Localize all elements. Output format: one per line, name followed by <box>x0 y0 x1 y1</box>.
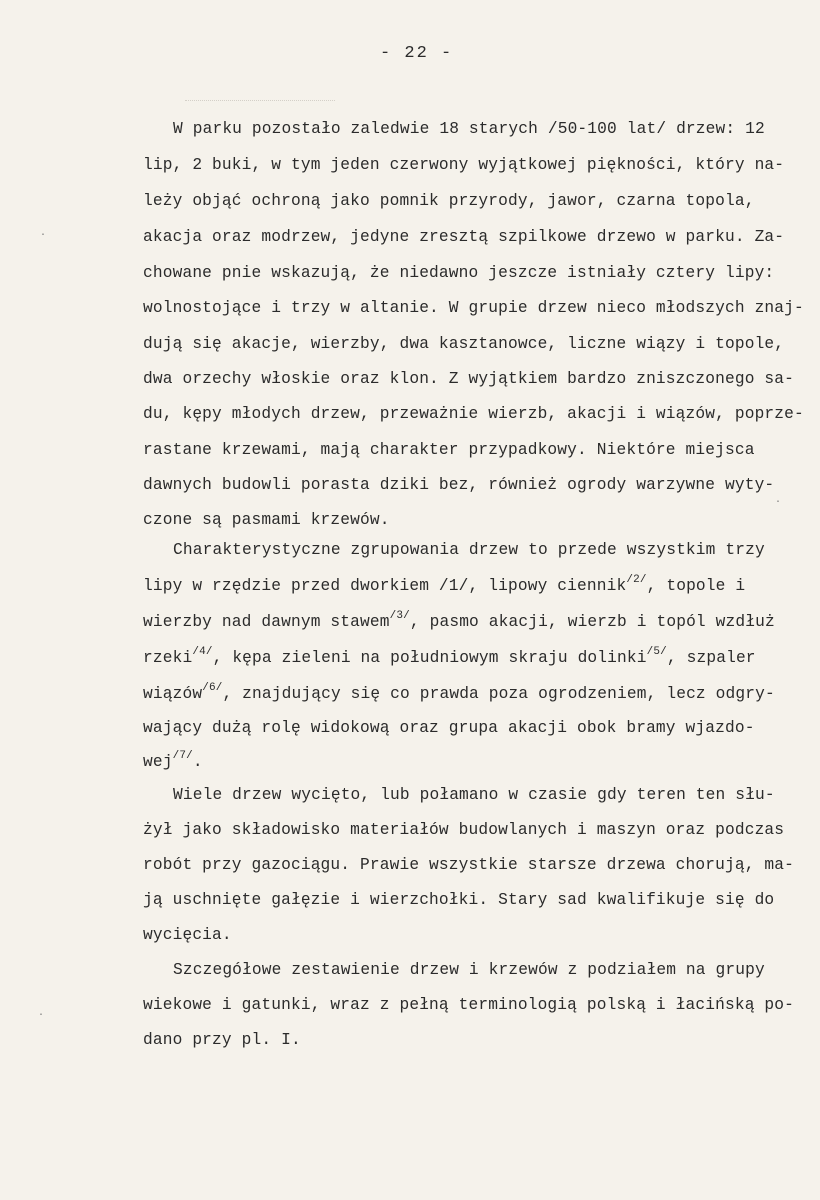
text-line: ją uschnięte gałęzie i wierzchołki. Stary sad kwalifikuje się do <box>143 891 775 909</box>
text-line: wierzby nad dawnym stawem$^{/3/}$, pasmo akacji, wierzb i topól wzdłuż <box>143 610 775 631</box>
text-line: wający dużą rolę widokową oraz grupa akacji obok bramy wjazdo- <box>143 719 755 737</box>
text-line: dwa orzechy włoskie oraz klon. Z wyjątkiem bardzo zniszczonego sa- <box>143 370 795 388</box>
text-line: Wiele drzew wycięto, lub połamano w czasie gdy teren ten słu- <box>173 786 775 804</box>
text-line: robót przy gazociągu. Prawie wszystkie starsze drzewa chorują, ma- <box>143 856 795 874</box>
text-line: wiekowe i gatunki, wraz z pełną terminologią polską i łacińską po- <box>143 996 795 1014</box>
text-line: W parku pozostało zaledwie 18 starych /50-100 lat/ drzew: 12 <box>173 120 765 138</box>
text-line: czone są pasmami krzewów. <box>143 511 390 529</box>
text-line: akacja oraz modrzew, jedyne zresztą szpilkowe drzewo w parku. Za- <box>143 228 785 246</box>
text-line: dano przy pl. I. <box>143 1031 301 1049</box>
text-line: du, kępy młodych drzew, przeważnie wierzb, akacji i wiązów, poprze- <box>143 405 804 423</box>
text-line: Charakterystyczne zgrupowania drzew to przede wszystkim trzy <box>173 541 765 559</box>
footnote-ref: /5/ <box>646 646 667 658</box>
text-line: leży objąć ochroną jako pomnik przyrody, jawor, czarna topola, <box>143 192 755 210</box>
text-line: wycięcia. <box>143 926 232 944</box>
text-line: wolnostojące i trzy w altanie. W grupie drzew nieco młodszych znaj- <box>143 299 804 317</box>
margin-mark: · <box>40 230 47 241</box>
text-line: dują się akacje, wierzby, dwa kasztanowce, liczne wiązy i topole, <box>143 335 785 353</box>
text-line: żył jako składowisko materiałów budowlanych i maszyn oraz podczas <box>143 821 785 839</box>
text-line: wej$^{/7/}$. <box>143 750 203 771</box>
text-line: rzeki$^{/4/}$, kępa zieleni na południowym skraju dolinki$^{/5/}$, szpaler <box>143 646 756 667</box>
text-line: chowane pnie wskazują, że niedawno jeszcze istniały cztery lipy: <box>143 264 775 282</box>
text-line: Szczegółowe zestawienie drzew i krzewów z podziałem na grupy <box>173 961 765 979</box>
margin-mark: · <box>38 1010 45 1021</box>
text-line: lip, 2 buki, w tym jeden czerwony wyjątkowej piękności, który na- <box>143 156 785 174</box>
text-line: rastane krzewami, mają charakter przypadkowy. Niektóre miejsca <box>143 441 755 459</box>
page-number: - 22 - <box>380 44 454 63</box>
footnote-ref: /6/ <box>202 682 223 694</box>
footnote-ref: /7/ <box>172 750 193 762</box>
text-line: lipy w rzędzie przed dworkiem /1/, lipowy ciennik$^{/2/}$, topole i <box>143 574 746 595</box>
footnote-ref: /4/ <box>192 646 213 658</box>
footnote-ref: /2/ <box>626 574 647 586</box>
faint-rule <box>185 100 335 101</box>
footnote-ref: /3/ <box>389 610 410 622</box>
text-line: wiązów$^{/6/}$, znajdujący się co prawda poza ogrodzeniem, lecz odgry- <box>143 682 775 703</box>
text-line: dawnych budowli porasta dziki bez, również ogrody warzywne wyty- <box>143 476 775 494</box>
margin-mark: · <box>775 497 782 508</box>
